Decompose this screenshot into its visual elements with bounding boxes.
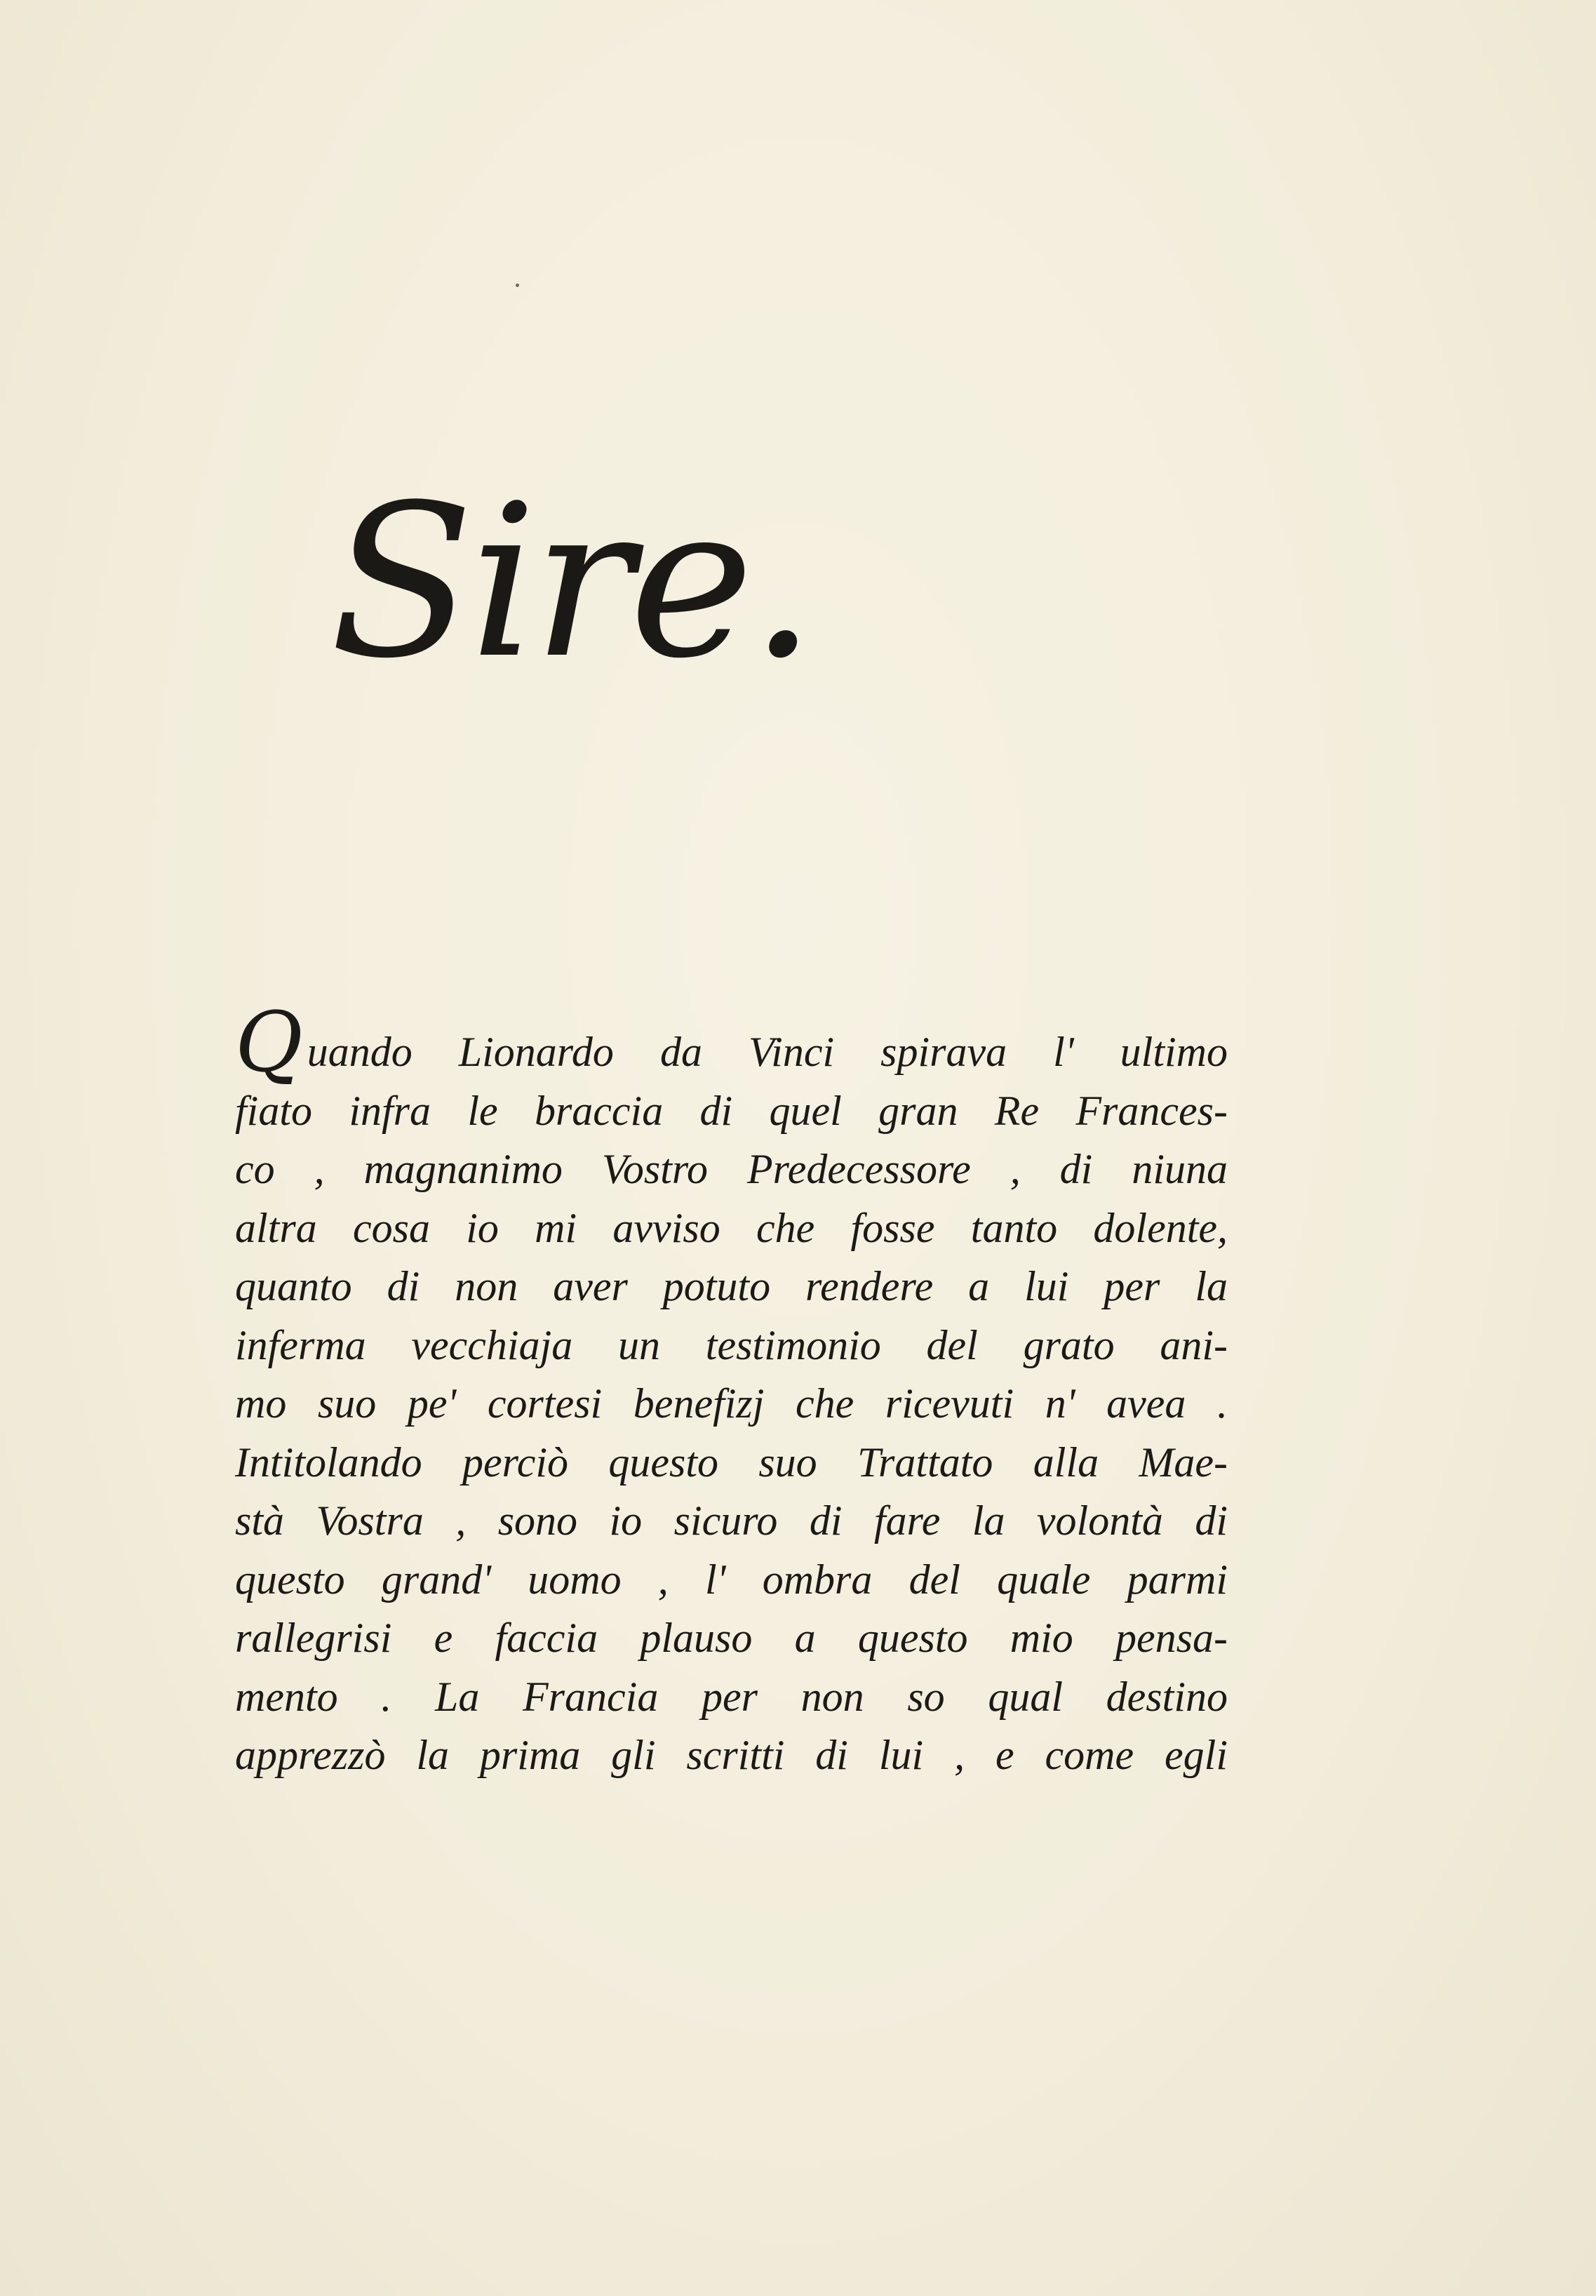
paragraph-line: mento . La Francia per non so qual destino [235,1673,1228,1720]
page-heading: Sire. [330,460,812,705]
paragraph-line: inferma vecchiaja un testimonio del grato ani- [235,1321,1228,1368]
paragraph-line: mo suo pe' cortesi benefizj che ricevuti n' avea . [235,1380,1228,1427]
first-line-text: uando Lionardo da Vinci spirava l' ultimo [307,1029,1228,1075]
paragraph-line: stà Vostra , sono io sicuro di fare la volontà di [235,1497,1228,1544]
dedication-paragraph [235,994,1228,1785]
drop-cap: Q [235,994,303,1090]
paragraph-line-1 [235,994,1228,1090]
paragraph-line: altra cosa io mi avviso che fosse tanto dolente, [235,1204,1228,1251]
paragraph-line: fiato infra le braccia di quel gran Re Frances- [235,1087,1228,1134]
paragraph-line: Intitolando perciò questo suo Trattato alla Mae- [235,1439,1228,1486]
paragraph-line: quanto di non aver potuto rendere a lui per la [235,1263,1228,1309]
paragraph-line: questo grand' uomo , l' ombra del quale parmi [235,1556,1228,1603]
paragraph-line: co , magnanimo Vostro Predecessore , di niuna [235,1146,1228,1192]
ink-speck [516,283,519,287]
paragraph-line: apprezzò la prima gli scritti di lui , e come egli [235,1732,1228,1778]
paragraph-line: rallegrisi e faccia plauso a questo mio pensa- [235,1615,1228,1661]
